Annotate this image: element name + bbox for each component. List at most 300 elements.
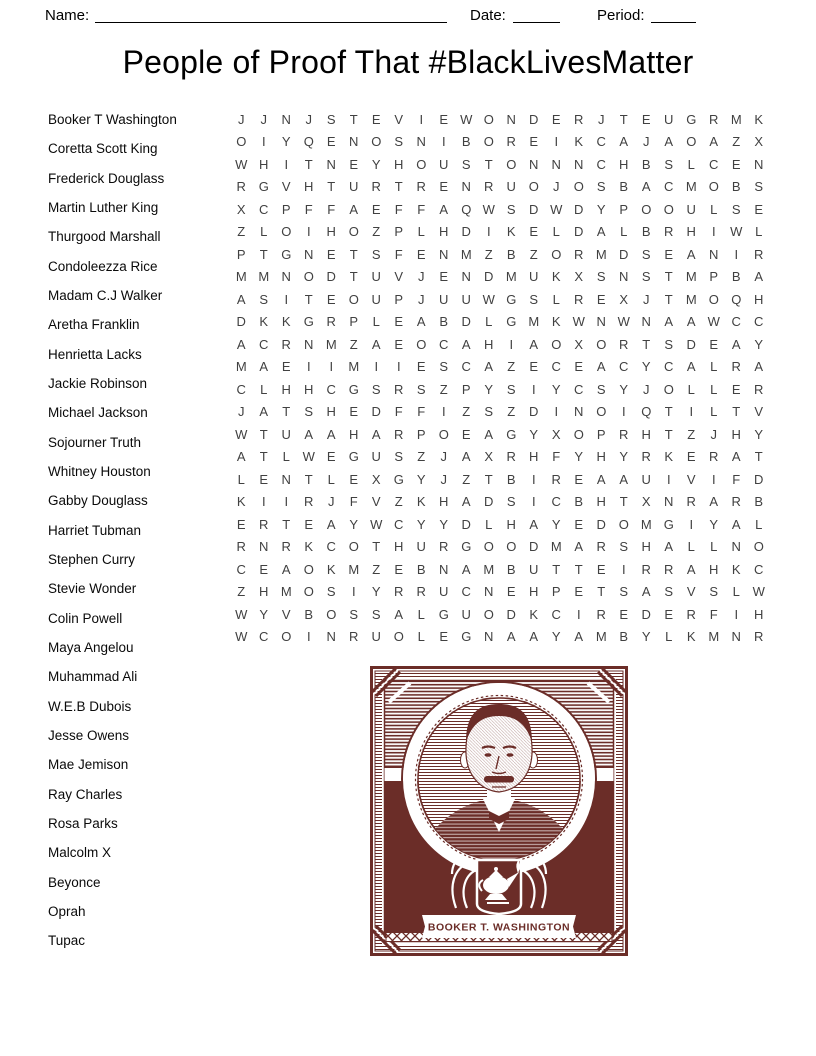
grid-letter: E	[731, 156, 741, 172]
grid-letter: O	[326, 606, 337, 622]
grid-letter: T	[619, 111, 628, 127]
grid-letter: R	[686, 494, 696, 510]
grid-letter: O	[416, 156, 427, 172]
grid-letter: H	[439, 224, 449, 240]
grid-letter: L	[417, 606, 425, 622]
grid-letter: S	[664, 156, 674, 172]
grid-letter: T	[259, 449, 268, 465]
grid-letter: L	[665, 629, 673, 645]
grid-letter: I	[261, 134, 266, 150]
grid-letter: A	[371, 426, 381, 442]
grid-letter: Z	[394, 494, 403, 510]
grid-letter: L	[417, 224, 425, 240]
grid-letter: T	[597, 584, 606, 600]
grid-letter: T	[552, 561, 561, 577]
grid-letter: E	[394, 561, 404, 577]
grid-letter: E	[664, 246, 674, 262]
grid-letter: A	[709, 134, 719, 150]
grid-letter: X	[641, 494, 651, 510]
grid-letter: T	[282, 404, 291, 420]
grid-letter: Z	[372, 561, 381, 577]
grid-letter: P	[551, 584, 561, 600]
grid-letter: O	[483, 134, 494, 150]
grid-letter: C	[754, 314, 764, 330]
grid-letter: I	[554, 404, 559, 420]
grid-letter: M	[595, 246, 607, 262]
grid-letter: D	[461, 224, 471, 240]
grid-letter: V	[281, 606, 291, 622]
grid-letter: O	[708, 291, 719, 307]
grid-letter: H	[281, 381, 291, 397]
portrait-engraving	[370, 666, 628, 956]
grid-letter: Z	[417, 449, 426, 465]
grid-letter: N	[664, 494, 674, 510]
grid-letter: M	[640, 516, 652, 532]
header	[0, 4, 816, 30]
grid-letter: O	[303, 269, 314, 285]
grid-letter: Z	[237, 584, 246, 600]
grid-letter: Y	[596, 201, 606, 217]
grid-letter: O	[348, 291, 359, 307]
grid-letter: D	[326, 269, 336, 285]
grid-letter: L	[755, 224, 763, 240]
grid-letter: L	[237, 471, 245, 487]
grid-letter: Y	[416, 471, 426, 487]
grid-letter: J	[305, 111, 312, 127]
grid-letter: W	[482, 291, 495, 307]
grid-letter: L	[620, 224, 628, 240]
word-list-item: Whitney Houston	[48, 463, 151, 479]
grid-letter: N	[416, 134, 426, 150]
word-list-item: Gabby Douglass	[48, 493, 148, 509]
grid-letter: R	[416, 179, 426, 195]
grid-letter: D	[529, 201, 539, 217]
grid-letter: E	[439, 179, 449, 195]
grid-letter: W	[302, 449, 315, 465]
page-title: People of Proof That #BlackLivesMatter	[122, 44, 694, 80]
grid-letter: M	[483, 561, 495, 577]
grid-letter: T	[349, 269, 358, 285]
grid-letter: W	[235, 629, 248, 645]
grid-letter: A	[574, 629, 584, 645]
grid-letter: E	[349, 156, 359, 172]
grid-letter: O	[686, 134, 697, 150]
grid-letter: R	[281, 539, 291, 555]
grid-letter: S	[596, 381, 606, 397]
grid-letter: S	[641, 269, 651, 285]
grid-letter: R	[506, 449, 516, 465]
grid-letter: U	[529, 561, 539, 577]
grid-letter: H	[326, 224, 336, 240]
grid-letter: M	[550, 539, 562, 555]
grid-letter: R	[304, 494, 314, 510]
grid-letter: S	[326, 111, 336, 127]
grid-letter: O	[281, 629, 292, 645]
grid-letter: E	[326, 134, 336, 150]
grid-letter: R	[574, 291, 584, 307]
grid-letter: H	[439, 494, 449, 510]
grid-letter: P	[281, 201, 291, 217]
grid-letter: D	[574, 201, 584, 217]
grid-letter: Y	[709, 516, 719, 532]
caption-banner	[422, 915, 576, 938]
date-label: Date:	[470, 7, 506, 24]
grid-letter: H	[596, 449, 606, 465]
grid-letter: E	[506, 584, 516, 600]
grid-letter: U	[439, 584, 449, 600]
grid-letter: W	[707, 314, 720, 330]
grid-letter: U	[371, 449, 381, 465]
grid-letter: X	[236, 201, 246, 217]
grid-letter: R	[731, 359, 741, 375]
grid-letter: C	[439, 336, 449, 352]
grid-letter: M	[460, 246, 472, 262]
grid-letter: A	[754, 359, 764, 375]
grid-letter: O	[483, 539, 494, 555]
grid-letter: S	[394, 134, 404, 150]
grid-letter: J	[598, 111, 605, 127]
grid-letter: O	[753, 539, 764, 555]
grid-letter: G	[281, 246, 292, 262]
grid-letter: E	[371, 201, 381, 217]
grid-letter: E	[551, 111, 561, 127]
grid-letter: B	[731, 269, 741, 285]
grid-letter: P	[349, 314, 359, 330]
grid-letter: T	[394, 179, 403, 195]
grid-letter: H	[304, 381, 314, 397]
grid-letter: N	[304, 336, 314, 352]
grid-letter: I	[554, 134, 559, 150]
grid-letter: S	[596, 269, 606, 285]
grid-letter: O	[551, 336, 562, 352]
grid-letter: L	[260, 381, 268, 397]
portrait-caption: BOOKER T. WASHINGTON	[427, 921, 571, 934]
grid-letter: H	[596, 494, 606, 510]
grid-letter: U	[686, 201, 696, 217]
grid-letter: R	[596, 606, 606, 622]
grid-letter: E	[529, 134, 539, 150]
grid-letter: A	[259, 359, 269, 375]
grid-letter: I	[621, 404, 626, 420]
grid-letter: U	[529, 269, 539, 285]
grid-letter: A	[731, 449, 741, 465]
grid-letter: Z	[687, 426, 696, 442]
grid-letter: O	[618, 516, 629, 532]
word-list-item: Muhammad Ali	[48, 669, 138, 685]
grid-letter: I	[621, 561, 626, 577]
grid-letter: B	[619, 629, 629, 645]
grid-letter: N	[326, 629, 336, 645]
word-list-item: Colin Powell	[48, 610, 123, 626]
word-list	[48, 105, 177, 956]
grid-letter: F	[327, 201, 336, 217]
word-list-item: Booker T Washington	[48, 112, 177, 127]
grid-letter: Z	[237, 224, 246, 240]
grid-letter: A	[461, 336, 471, 352]
grid-letter: A	[416, 314, 426, 330]
grid-letter: X	[754, 134, 764, 150]
grid-letter: A	[394, 606, 404, 622]
grid-letter: L	[687, 156, 695, 172]
grid-letter: Y	[371, 156, 381, 172]
grid-letter: P	[416, 426, 426, 442]
grid-letter: E	[439, 269, 449, 285]
grid-letter: H	[641, 539, 651, 555]
grid-letter: Z	[484, 246, 493, 262]
word-list-item: Jackie Robinson	[48, 375, 148, 391]
grid-letter: N	[506, 111, 516, 127]
grid-letter: E	[574, 516, 584, 532]
grid-letter: E	[574, 584, 584, 600]
grid-letter: L	[710, 201, 718, 217]
grid-letter: A	[484, 359, 494, 375]
grid-letter: I	[306, 629, 311, 645]
grid-letter: Y	[619, 381, 629, 397]
grid-letter: C	[236, 381, 246, 397]
grid-letter: T	[619, 494, 628, 510]
grid-letter: F	[394, 246, 403, 262]
grid-letter: F	[394, 201, 403, 217]
grid-letter: C	[461, 584, 471, 600]
grid-letter: U	[439, 156, 449, 172]
grid-letter: N	[619, 269, 629, 285]
grid-letter: S	[349, 606, 359, 622]
grid-letter: K	[281, 314, 291, 330]
grid-letter: E	[326, 449, 336, 465]
grid-letter: X	[484, 449, 494, 465]
grid-letter: Y	[641, 359, 651, 375]
grid-letter: O	[708, 179, 719, 195]
grid-letter: J	[418, 291, 425, 307]
grid-letter: C	[596, 134, 606, 150]
grid-letter: A	[236, 449, 246, 465]
name-blank-line	[95, 6, 447, 23]
grid-letter: E	[641, 111, 651, 127]
grid-letter: X	[551, 426, 561, 442]
grid-letter: A	[686, 561, 696, 577]
grid-letter: R	[754, 246, 764, 262]
grid-letter: P	[394, 224, 404, 240]
grid-letter: A	[731, 516, 741, 532]
grid-letter: Y	[281, 134, 291, 150]
grid-letter: R	[709, 111, 719, 127]
grid-letter: U	[641, 471, 651, 487]
grid-letter: M	[528, 314, 540, 330]
grid-letter: Y	[484, 381, 494, 397]
grid-letter: K	[304, 539, 314, 555]
grid-letter: E	[439, 111, 449, 127]
grid-letter: E	[236, 516, 246, 532]
grid-letter: J	[440, 449, 447, 465]
grid-letter: A	[326, 516, 336, 532]
grid-letter: E	[574, 471, 584, 487]
grid-letter: K	[574, 134, 584, 150]
grid-letter: O	[348, 224, 359, 240]
grid-letter: Y	[349, 516, 359, 532]
grid-letter: E	[259, 471, 269, 487]
grid-letter: D	[529, 539, 539, 555]
grid-letter: E	[596, 561, 606, 577]
word-list-item: Oprah	[48, 903, 86, 919]
grid-letter: A	[236, 336, 246, 352]
grid-letter: O	[236, 134, 247, 150]
grid-letter: S	[506, 201, 516, 217]
grid-letter: I	[666, 471, 671, 487]
word-list-item: Frederick Douglass	[48, 170, 165, 186]
grid-letter: R	[439, 539, 449, 555]
grid-letter: E	[754, 201, 764, 217]
grid-letter: O	[348, 539, 359, 555]
grid-letter: T	[664, 269, 673, 285]
word-list-item: Tupac	[48, 933, 86, 949]
grid-letter: I	[509, 336, 514, 352]
grid-letter: E	[709, 336, 719, 352]
grid-letter: D	[574, 224, 584, 240]
grid-letter: A	[371, 336, 381, 352]
grid-letter: H	[641, 426, 651, 442]
grid-letter: R	[394, 381, 404, 397]
grid-letter: B	[506, 471, 516, 487]
grid-letter: S	[709, 584, 719, 600]
word-list-item: Beyonce	[48, 874, 101, 890]
grid-letter: G	[258, 179, 269, 195]
grid-letter: T	[732, 404, 741, 420]
grid-letter: E	[394, 336, 404, 352]
grid-letter: K	[664, 449, 674, 465]
grid-letter: H	[394, 156, 404, 172]
grid-letter: S	[506, 381, 516, 397]
grid-letter: H	[686, 224, 696, 240]
grid-letter: U	[349, 179, 359, 195]
grid-letter: L	[485, 516, 493, 532]
grid-letter: D	[686, 336, 696, 352]
grid-letter: Q	[461, 201, 472, 217]
grid-letter: O	[483, 606, 494, 622]
word-list-item: Henrietta Lacks	[48, 346, 142, 362]
grid-letter: A	[529, 516, 539, 532]
grid-letter: S	[619, 584, 629, 600]
grid-letter: I	[329, 359, 334, 375]
grid-letter: B	[506, 561, 516, 577]
grid-letter: K	[236, 494, 246, 510]
grid-letter: U	[416, 539, 426, 555]
grid-letter: C	[259, 201, 269, 217]
grid-letter: A	[304, 426, 314, 442]
grid-letter: I	[284, 494, 289, 510]
grid-letter: N	[484, 584, 494, 600]
grid-letter: E	[304, 516, 314, 532]
grid-letter: V	[754, 404, 764, 420]
grid-letter: I	[284, 156, 289, 172]
grid-letter: N	[731, 629, 741, 645]
grid-letter: R	[664, 561, 674, 577]
grid-letter: J	[238, 404, 245, 420]
grid-letter: B	[619, 179, 629, 195]
grid-letter: D	[641, 606, 651, 622]
grid-letter: F	[709, 606, 718, 622]
grid-letter: U	[461, 606, 471, 622]
grid-letter: A	[529, 629, 539, 645]
grid-letter: E	[529, 224, 539, 240]
grid-letter: G	[348, 381, 359, 397]
grid-letter: T	[259, 246, 268, 262]
grid-letter: A	[259, 404, 269, 420]
grid-letter: O	[573, 426, 584, 442]
grid-letter: E	[731, 381, 741, 397]
grid-letter: T	[282, 516, 291, 532]
grid-letter: Y	[551, 516, 561, 532]
grid-letter: R	[641, 449, 651, 465]
grid-letter: C	[394, 516, 404, 532]
grid-letter: R	[551, 471, 561, 487]
grid-letter: G	[506, 314, 517, 330]
grid-letter: P	[461, 381, 471, 397]
grid-letter: A	[686, 359, 696, 375]
grid-letter: D	[236, 314, 246, 330]
grid-letter: Q	[731, 291, 742, 307]
grid-letter: J	[710, 426, 717, 442]
grid-letter: I	[306, 224, 311, 240]
grid-letter: C	[259, 336, 269, 352]
grid-letter: Y	[551, 629, 561, 645]
grid-letter: L	[552, 224, 560, 240]
grid-letter: K	[506, 224, 516, 240]
grid-letter: N	[439, 246, 449, 262]
grid-letter: W	[550, 201, 563, 217]
grid-letter: A	[709, 494, 719, 510]
grid-letter: Z	[462, 404, 471, 420]
grid-letter: I	[711, 224, 716, 240]
grid-letter: E	[349, 404, 359, 420]
grid-letter: A	[281, 561, 291, 577]
grid-letter: S	[416, 381, 426, 397]
grid-letter: L	[710, 539, 718, 555]
grid-letter: S	[394, 449, 404, 465]
grid-letter: A	[754, 269, 764, 285]
grid-letter: W	[370, 516, 383, 532]
grid-letter: H	[619, 156, 629, 172]
grid-letter: F	[417, 201, 426, 217]
grid-letter: W	[730, 224, 743, 240]
grid-letter: V	[394, 269, 404, 285]
grid-letter: E	[596, 291, 606, 307]
grid-letter: A	[461, 494, 471, 510]
word-list-item: Malcolm X	[48, 845, 112, 861]
grid-letter: I	[441, 404, 446, 420]
grid-letter: R	[236, 539, 246, 555]
grid-letter: B	[304, 606, 314, 622]
grid-letter: A	[574, 539, 584, 555]
grid-letter: P	[619, 201, 629, 217]
grid-letter: G	[348, 449, 359, 465]
grid-letter: J	[328, 494, 335, 510]
grid-letter: X	[619, 291, 629, 307]
grid-letter: O	[641, 201, 652, 217]
grid-letter: M	[685, 179, 697, 195]
grid-letter: N	[439, 561, 449, 577]
grid-letter: N	[461, 269, 471, 285]
grid-letter: A	[641, 584, 651, 600]
grid-letter: D	[461, 516, 471, 532]
grid-letter: K	[416, 494, 426, 510]
grid-letter: N	[304, 246, 314, 262]
period-blank-line	[651, 6, 696, 23]
grid-letter: C	[236, 561, 246, 577]
grid-letter: A	[326, 426, 336, 442]
grid-letter: N	[596, 314, 606, 330]
grid-letter: J	[418, 269, 425, 285]
grid-letter: C	[574, 381, 584, 397]
